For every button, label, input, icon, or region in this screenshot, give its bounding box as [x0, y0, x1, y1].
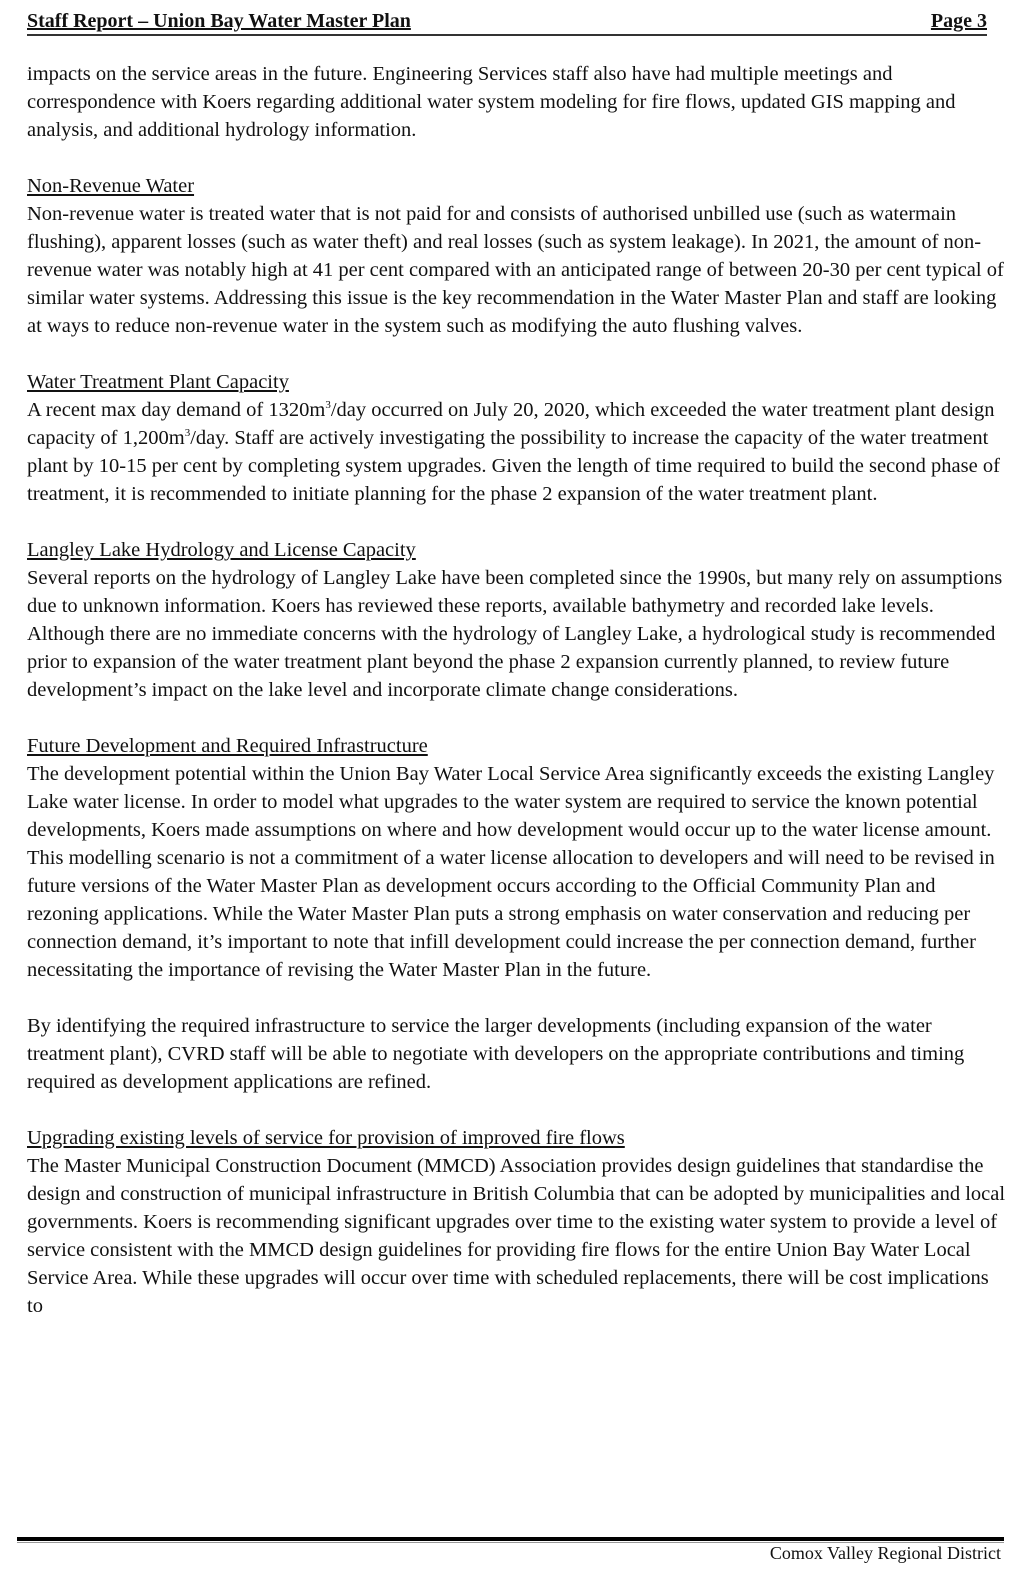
footer-organization: Comox Valley Regional District: [769, 1543, 1001, 1563]
section-heading: Water Treatment Plant Capacity: [27, 371, 289, 393]
section-paragraph: Several reports on the hydrology of Langley Lake have been completed since the 1990s, but many rely on assumptions due to unknown information. Koers has reviewed these reports, available bathymetry and recorded lake levels. Although there are no immediate concerns with the hydrology of Langley Lake, a hydrological study is recommended prior to expansion of the water treatment plant beyond the phase 2 expansion currently planned, to review future development’s impact on the lake level and incorporate climate change considerations.: [27, 567, 1003, 701]
section-paragraph: The Master Municipal Construction Document (MMCD) Association provides design guidelines that standardise the design and construction of municipal infrastructure in British Columbia that can be adopted by municipalities and local governments. Koers is recommending significant upgrades over time to the existing water system to provide a level of service consistent with the MMCD design guidelines for providing fire flows for the entire Union Bay Water Local Service Area. While these upgrades will occur over time with scheduled replacements, there will be cost implications to: [27, 1155, 1006, 1317]
page-header: [27, 8, 987, 36]
section-paragraph: A recent max day demand of $1320m^3$/day occurred on July 20, 2020, which exceeded the water treatment plant design capacity of $1,200m^3$/day. Staff are actively investigating the possibility to increase the capacity of the water treatment plant by 10-15 per cent by completing system upgrades. Given the length of time required to build the second phase of treatment, it is recommended to initiate planning for the phase 2 expansion of the water treatment plant.: [27, 399, 1000, 505]
section-paragraph: The development potential within the Union Bay Water Local Service Area significantly exceeds the existing Langley Lake water license. In order to model what upgrades to the water system are required to service the known potential developments, Koers made assumptions on where and how development would occur up to the water license amount. This modelling scenario is not a commitment of a water license allocation to developers and will need to be revised in future versions of the Water Master Plan as development occurs according to the Official Community Plan and rezoning applications. While the Water Master Plan puts a strong emphasis on water conservation and reducing per connection demand, it’s important to note that infill development could increase the per connection demand, further necessitating the importance of revising the Water Master Plan in the future.: [27, 763, 995, 981]
section-heading: Langley Lake Hydrology and License Capacity: [27, 539, 416, 561]
footer-divider: [17, 1537, 1004, 1541]
page-number: Page 3: [930, 10, 987, 32]
section-heading: Upgrading existing levels of service for provision of improved fire flows: [27, 1127, 625, 1149]
intro-section: [27, 60, 1007, 144]
report-title: Staff Report – Union Bay Water Master Plan: [27, 10, 411, 32]
section-fire-flows: [27, 1124, 1007, 1320]
section-future-development: [27, 732, 1007, 1096]
section-paragraph: By identifying the required infrastructure to service the larger developments (including expansion of the water treatment plant), CVRD staff will be able to negotiate with developers on the appropriate contributions and timing required as development applications are refined.: [27, 1015, 965, 1093]
section-paragraph: Non-revenue water is treated water that is not paid for and consists of authorised unbilled use (such as watermain flushing), apparent losses (such as water theft) and real losses (such as system leakage). In 2021, the amount of non-revenue water was notably high at 41 per cent compared with an anticipated range of between 20-30 per cent typical of similar water systems. Addressing this issue is the key recommendation in the Water Master Plan and staff are looking at ways to reduce non-revenue water in the system such as modifying the auto flushing valves.: [27, 203, 1004, 337]
section-heading: Non-Revenue Water: [27, 175, 195, 197]
section-non-revenue-water: [27, 172, 1007, 340]
section-heading: Future Development and Required Infrastructure: [27, 735, 428, 757]
intro-paragraph: impacts on the service areas in the future. Engineering Services staff also have had multiple meetings and correspondence with Koers regarding additional water system modeling for fire flows, updated GIS mapping and analysis, and additional hydrology information.: [27, 63, 956, 141]
section-langley-lake-hydrology: [27, 536, 1007, 704]
section-treatment-plant-capacity: [27, 368, 1007, 508]
report-body: [27, 60, 1007, 1348]
